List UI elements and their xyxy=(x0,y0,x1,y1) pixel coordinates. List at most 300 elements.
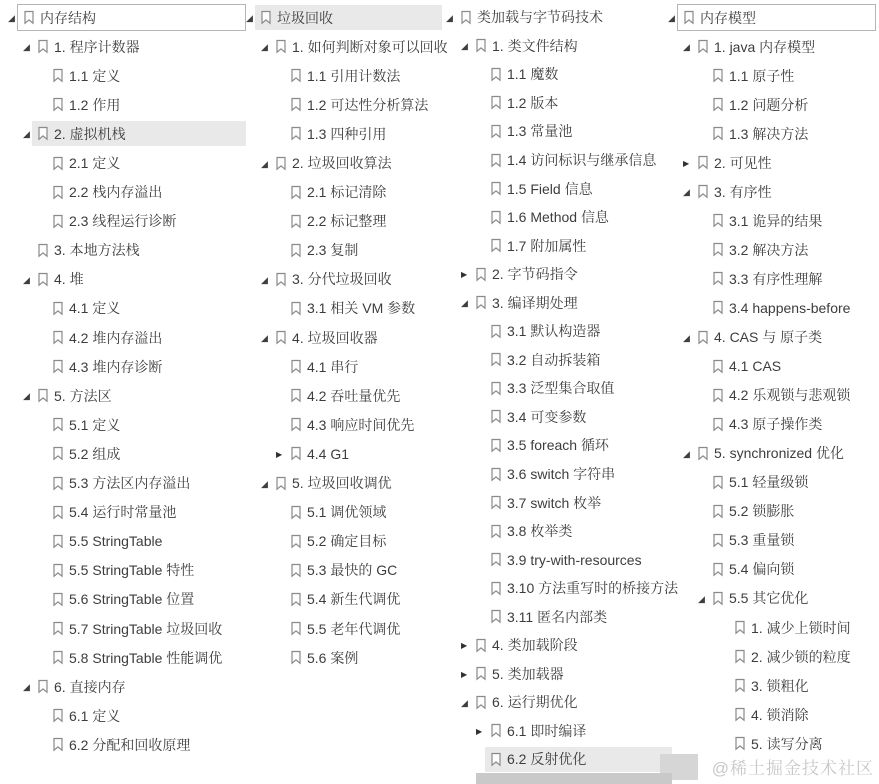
bookmark-row-body[interactable] xyxy=(485,519,672,544)
bookmark-item[interactable] xyxy=(246,352,442,381)
bookmark-row-body[interactable] xyxy=(692,150,876,175)
bookmark-row-body[interactable] xyxy=(470,290,672,315)
bookmark-item[interactable] xyxy=(246,148,442,177)
bookmark-label: 2.2 标记整理 xyxy=(307,213,387,230)
bookmark-item[interactable] xyxy=(8,439,246,468)
bookmark-row-body[interactable] xyxy=(285,500,442,525)
bookmark-item[interactable] xyxy=(246,439,442,468)
bookmark-item[interactable] xyxy=(246,498,442,527)
bookmark-item[interactable] xyxy=(8,90,246,119)
bookmark-label: 1.1 原子性 xyxy=(729,67,795,84)
bookmark-row-body[interactable] xyxy=(270,325,442,350)
bookmark-label: 3. 有序性 xyxy=(714,183,772,200)
watermark: @稀土掘金技术社区 xyxy=(711,759,874,778)
bookmark-item[interactable] xyxy=(8,236,246,265)
bookmark-row-body[interactable] xyxy=(47,63,246,88)
triangle-expanded-icon[interactable]: ◢ xyxy=(461,41,468,52)
bookmark-row-body[interactable] xyxy=(47,354,246,379)
bookmark-item[interactable] xyxy=(8,265,246,294)
horizontal-scrollbar-thumb[interactable] xyxy=(476,773,672,784)
bookmark-row-body[interactable] xyxy=(470,33,672,58)
bookmark-item[interactable] xyxy=(246,381,442,410)
bookmark-row-body[interactable] xyxy=(285,412,442,437)
bookmark-label: 3.7 switch 枚举 xyxy=(507,494,602,511)
bookmark-item[interactable] xyxy=(446,545,672,574)
bookmark-row-body[interactable] xyxy=(485,404,672,429)
bookmark-item[interactable] xyxy=(668,468,876,497)
bookmark-row-body[interactable] xyxy=(707,208,876,233)
bookmark-row-body[interactable] xyxy=(485,604,672,629)
bookmark-row-body[interactable] xyxy=(270,471,442,496)
triangle-expanded-icon[interactable]: ◢ xyxy=(23,682,30,693)
bookmark-label: 4. 垃圾回收器 xyxy=(292,329,378,346)
bookmark-row-body[interactable] xyxy=(32,121,246,146)
triangle-collapsed-icon[interactable]: ▶ xyxy=(683,158,690,168)
bookmark-item[interactable] xyxy=(446,346,672,375)
triangle-expanded-icon[interactable]: ◢ xyxy=(446,12,453,23)
bookmark-row-body[interactable] xyxy=(485,490,672,515)
bookmark-item[interactable] xyxy=(668,90,876,119)
bookmark-row-body[interactable] xyxy=(270,267,442,292)
bookmark-item[interactable] xyxy=(668,61,876,90)
bookmark-item[interactable] xyxy=(8,3,246,32)
bookmark-item[interactable] xyxy=(668,671,876,700)
bookmark-item[interactable] xyxy=(668,526,876,555)
bookmark-item[interactable] xyxy=(446,431,672,460)
bookmark-label: 5.5 老年代调优 xyxy=(307,620,401,637)
triangle-expanded-icon[interactable]: ◢ xyxy=(23,274,30,285)
bookmark-icon xyxy=(490,409,502,424)
bookmark-icon xyxy=(712,388,724,403)
bookmark-item[interactable] xyxy=(668,235,876,264)
bookmark-item[interactable] xyxy=(446,631,672,660)
bookmark-item[interactable] xyxy=(8,614,246,643)
bookmark-item[interactable] xyxy=(446,231,672,260)
bookmark-item[interactable] xyxy=(8,527,246,556)
bookmark-item[interactable] xyxy=(8,701,246,730)
bookmark-icon xyxy=(275,330,287,345)
bookmark-icon xyxy=(712,533,724,548)
bookmark-label: 3.5 foreach 循环 xyxy=(507,437,609,454)
bookmark-item[interactable] xyxy=(668,613,876,642)
bookmark-item[interactable] xyxy=(446,288,672,317)
bookmark-label: 1. 如何判断对象可以回收 xyxy=(292,38,448,55)
bookmark-label: 3. 本地方法栈 xyxy=(54,242,140,259)
bookmark-row-body[interactable] xyxy=(47,325,246,350)
bookmark-item[interactable] xyxy=(8,381,246,410)
bookmark-row-body[interactable] xyxy=(485,319,672,344)
bookmark-item[interactable] xyxy=(446,174,672,203)
bookmark-icon xyxy=(37,272,49,287)
bookmark-label: 3.1 诡异的结果 xyxy=(729,212,823,229)
bookmark-item[interactable] xyxy=(668,3,876,32)
bookmark-item[interactable] xyxy=(246,614,442,643)
bookmark-item[interactable] xyxy=(8,643,246,672)
bookmark-item[interactable] xyxy=(446,32,672,61)
bookmark-row-body[interactable] xyxy=(707,354,876,379)
bookmark-label: 5. 方法区 xyxy=(54,387,112,404)
bookmark-label: 6. 直接内存 xyxy=(54,678,126,695)
bookmark-row-body[interactable] xyxy=(485,376,672,401)
bookmark-row-body[interactable] xyxy=(485,233,672,258)
bookmark-row-body[interactable] xyxy=(485,547,672,572)
bookmark-item[interactable] xyxy=(668,410,876,439)
triangle-expanded-icon[interactable]: ◢ xyxy=(261,42,268,53)
bookmark-item[interactable] xyxy=(246,469,442,498)
bookmark-row-body[interactable] xyxy=(285,441,442,466)
bookmark-row-body[interactable] xyxy=(707,383,876,408)
triangle-expanded-icon[interactable]: ◢ xyxy=(23,391,30,402)
bookmark-row-body[interactable] xyxy=(47,558,246,583)
triangle-expanded-icon[interactable]: ◢ xyxy=(698,593,705,604)
bookmark-label: 3.9 try-with-resources xyxy=(507,551,642,568)
bookmark-row-body[interactable] xyxy=(47,92,246,117)
bookmark-row-body[interactable] xyxy=(707,499,876,524)
bookmark-icon xyxy=(734,678,746,693)
bookmarks-panel-memory-structure xyxy=(8,3,246,759)
triangle-expanded-icon[interactable]: ◢ xyxy=(23,42,30,53)
bookmark-item[interactable] xyxy=(668,206,876,235)
bookmark-row-body[interactable] xyxy=(707,586,876,611)
bookmark-row-body[interactable] xyxy=(455,5,672,30)
bookmark-icon xyxy=(290,650,302,665)
bookmark-row-body[interactable] xyxy=(47,441,246,466)
bookmark-row-body[interactable] xyxy=(47,616,246,641)
bookmark-item[interactable] xyxy=(446,517,672,546)
bookmark-row-body[interactable] xyxy=(285,354,442,379)
bookmark-item[interactable] xyxy=(668,700,876,729)
bookmark-item[interactable] xyxy=(668,555,876,584)
bookmarks-panel-memory-model xyxy=(668,3,876,758)
triangle-expanded-icon[interactable]: ◢ xyxy=(683,332,690,343)
bookmark-item[interactable] xyxy=(8,730,246,759)
bookmark-item[interactable] xyxy=(8,672,246,701)
bookmark-row-body[interactable] xyxy=(729,673,876,698)
bookmark-row-body[interactable] xyxy=(270,34,448,59)
triangle-expanded-icon[interactable]: ◢ xyxy=(683,42,690,53)
bookmark-row-body[interactable] xyxy=(485,176,672,201)
bookmark-label: 3.1 相关 VM 参数 xyxy=(307,300,416,317)
bookmark-item[interactable] xyxy=(446,460,672,489)
bookmark-label: 3.6 switch 字符串 xyxy=(507,466,616,483)
triangle-expanded-icon[interactable]: ◢ xyxy=(683,187,690,198)
bookmark-label: 5.4 运行时常量池 xyxy=(69,504,177,521)
bookmark-icon xyxy=(275,39,287,54)
bookmark-row-body[interactable] xyxy=(17,4,246,31)
bookmark-row-body[interactable] xyxy=(485,90,672,115)
triangle-expanded-icon[interactable]: ◢ xyxy=(23,129,30,140)
bookmark-item[interactable] xyxy=(8,498,246,527)
bookmark-row-body[interactable] xyxy=(32,238,246,263)
bookmark-label: 4. 堆 xyxy=(54,271,84,288)
bookmark-item[interactable] xyxy=(446,488,672,517)
bookmark-icon xyxy=(490,352,502,367)
bookmark-icon xyxy=(712,68,724,83)
bookmark-row-body[interactable] xyxy=(32,34,246,59)
bookmark-row-body[interactable] xyxy=(485,119,672,144)
bookmark-item[interactable] xyxy=(668,584,876,613)
bookmark-row-body[interactable] xyxy=(285,180,442,205)
bookmark-icon xyxy=(37,126,49,141)
bookmark-row-body[interactable] xyxy=(285,587,442,612)
bookmark-item[interactable] xyxy=(246,323,442,352)
bookmark-item[interactable] xyxy=(668,264,876,293)
bookmark-row-body[interactable] xyxy=(707,295,876,320)
bookmark-item[interactable] xyxy=(246,3,442,32)
bookmark-label: 3.3 泛型集合取值 xyxy=(507,380,615,397)
bookmark-item[interactable] xyxy=(446,89,672,118)
bookmark-row-body[interactable] xyxy=(729,615,876,640)
triangle-collapsed-icon[interactable]: ▶ xyxy=(461,669,468,679)
bookmark-item[interactable] xyxy=(246,585,442,614)
bookmark-row-body[interactable] xyxy=(707,121,876,146)
triangle-collapsed-icon[interactable]: ▶ xyxy=(276,449,283,459)
bookmark-label: 4.3 堆内存诊断 xyxy=(69,358,163,375)
bookmark-row-body[interactable] xyxy=(285,92,442,117)
bookmark-item[interactable] xyxy=(8,410,246,439)
bookmark-row-body[interactable] xyxy=(47,296,246,321)
bookmark-icon xyxy=(23,10,35,25)
bookmark-item[interactable] xyxy=(668,381,876,410)
bookmark-icon xyxy=(475,695,487,710)
bookmark-label: 2. 字节码指令 xyxy=(492,266,578,283)
bookmark-row-body[interactable] xyxy=(485,205,672,230)
bookmark-row-body[interactable] xyxy=(707,528,876,553)
bookmark-item[interactable] xyxy=(246,265,442,294)
bookmark-row-body[interactable] xyxy=(485,576,679,601)
bookmark-item[interactable] xyxy=(446,403,672,432)
bookmark-label: 5.2 锁膨胀 xyxy=(729,503,795,520)
bookmark-label: 3.1 默认构造器 xyxy=(507,323,601,340)
bookmark-row-body[interactable] xyxy=(707,470,876,495)
triangle-expanded-icon[interactable]: ◢ xyxy=(261,478,268,489)
bookmark-row-body[interactable] xyxy=(285,645,442,670)
bookmark-icon xyxy=(697,330,709,345)
bookmark-row-body[interactable] xyxy=(707,412,876,437)
bookmark-icon xyxy=(734,620,746,635)
bookmark-item[interactable] xyxy=(246,236,442,265)
bookmark-row-body[interactable] xyxy=(677,4,876,31)
bookmark-item[interactable] xyxy=(246,207,442,236)
bookmark-item[interactable] xyxy=(8,556,246,585)
bookmark-item[interactable] xyxy=(446,660,672,689)
bookmark-item[interactable] xyxy=(8,61,246,90)
bookmark-item[interactable] xyxy=(446,146,672,175)
bookmark-row-body[interactable] xyxy=(707,237,876,262)
bookmark-icon xyxy=(490,495,502,510)
bookmark-row-body[interactable] xyxy=(285,209,442,234)
bookmark-item[interactable] xyxy=(668,497,876,526)
bookmark-icon xyxy=(290,126,302,141)
bookmark-item[interactable] xyxy=(246,119,442,148)
triangle-expanded-icon[interactable]: ◢ xyxy=(683,448,690,459)
bookmark-icon xyxy=(37,243,49,258)
bookmark-icon xyxy=(290,68,302,83)
bookmark-label: 1.2 版本 xyxy=(507,94,559,111)
bookmark-item[interactable] xyxy=(446,374,672,403)
bookmark-row-body[interactable] xyxy=(47,645,246,670)
bookmark-item[interactable] xyxy=(8,207,246,236)
bookmark-label: 5.6 StringTable 位置 xyxy=(69,591,195,608)
bookmark-row-body[interactable] xyxy=(485,148,672,173)
bookmark-item[interactable] xyxy=(246,61,442,90)
bookmark-item[interactable] xyxy=(446,203,672,232)
bookmark-row-body[interactable] xyxy=(285,121,442,146)
bookmark-label: 1.3 四种引用 xyxy=(307,125,387,142)
bookmark-item[interactable] xyxy=(246,294,442,323)
bookmark-icon xyxy=(52,534,64,549)
triangle-expanded-icon[interactable]: ◢ xyxy=(8,13,15,24)
bookmark-item[interactable] xyxy=(446,688,672,717)
bookmark-item[interactable] xyxy=(8,585,246,614)
bookmark-item[interactable] xyxy=(668,119,876,148)
bookmark-row-body[interactable] xyxy=(692,179,876,204)
bookmark-label: 4.3 响应时间优先 xyxy=(307,416,415,433)
bookmark-item[interactable] xyxy=(246,556,442,585)
bookmark-row-body[interactable] xyxy=(47,180,246,205)
bookmark-row-body[interactable] xyxy=(707,557,876,582)
bookmark-row-body[interactable] xyxy=(270,151,442,176)
bookmark-item[interactable] xyxy=(8,32,246,61)
bookmark-row-body[interactable] xyxy=(47,587,246,612)
bookmark-item[interactable] xyxy=(446,602,672,631)
triangle-expanded-icon[interactable]: ◢ xyxy=(261,158,268,169)
triangle-collapsed-icon[interactable]: ▶ xyxy=(461,270,468,280)
bookmark-row-body[interactable] xyxy=(285,383,442,408)
bookmark-label: 5. synchronized 优化 xyxy=(714,445,844,462)
bookmark-row-body[interactable] xyxy=(692,34,876,59)
bookmark-row-body[interactable] xyxy=(729,731,876,756)
bookmark-icon xyxy=(52,330,64,345)
bookmark-row-body[interactable] xyxy=(485,433,672,458)
triangle-expanded-icon[interactable]: ◢ xyxy=(461,697,468,708)
bookmark-item[interactable] xyxy=(668,148,876,177)
bookmark-item[interactable] xyxy=(8,119,246,148)
bookmark-row-body[interactable] xyxy=(285,238,442,263)
bookmark-item[interactable] xyxy=(668,32,876,61)
bookmark-icon xyxy=(712,359,724,374)
bookmark-row-body[interactable] xyxy=(47,529,246,554)
bookmark-row-body[interactable] xyxy=(47,732,246,757)
bookmark-row-body[interactable] xyxy=(470,633,672,658)
triangle-expanded-icon[interactable]: ◢ xyxy=(261,274,268,285)
bookmark-row-body[interactable] xyxy=(47,151,246,176)
bookmark-icon xyxy=(52,476,64,491)
bookmark-row-body[interactable] xyxy=(47,209,246,234)
bookmark-row-body[interactable] xyxy=(32,267,246,292)
bookmark-row-body[interactable] xyxy=(707,266,876,291)
bookmark-item[interactable] xyxy=(8,323,246,352)
bookmark-item[interactable] xyxy=(246,527,442,556)
bookmark-item[interactable] xyxy=(446,3,672,32)
bookmark-item[interactable] xyxy=(246,410,442,439)
bookmark-row-body[interactable] xyxy=(729,702,876,727)
bookmark-item[interactable] xyxy=(668,439,876,468)
bookmark-label: 2. 垃圾回收算法 xyxy=(292,155,392,172)
bookmark-row-body[interactable] xyxy=(485,462,672,487)
bookmark-item[interactable] xyxy=(668,642,876,671)
triangle-expanded-icon[interactable]: ◢ xyxy=(246,13,253,24)
bookmark-item[interactable] xyxy=(8,178,246,207)
bookmark-item[interactable] xyxy=(446,260,672,289)
bookmark-item[interactable] xyxy=(446,717,672,746)
bookmark-row-body[interactable] xyxy=(47,412,246,437)
bookmark-label: 4. CAS 与 原子类 xyxy=(714,329,823,346)
bookmark-row-body[interactable] xyxy=(47,703,246,728)
bookmark-item[interactable] xyxy=(668,352,876,381)
bookmark-row-body[interactable] xyxy=(285,296,442,321)
bookmark-item[interactable] xyxy=(246,90,442,119)
bookmark-icon xyxy=(683,10,695,25)
bookmark-item[interactable] xyxy=(446,117,672,146)
bookmark-row-body[interactable] xyxy=(729,644,876,669)
bookmark-item[interactable] xyxy=(8,469,246,498)
bookmark-row-body[interactable] xyxy=(470,690,672,715)
bookmark-row-body[interactable] xyxy=(285,529,442,554)
bookmark-icon xyxy=(490,524,502,539)
bookmark-row-body[interactable] xyxy=(470,661,672,686)
triangle-expanded-icon[interactable]: ◢ xyxy=(261,333,268,344)
bookmark-icon xyxy=(52,68,64,83)
bookmark-row-body[interactable] xyxy=(255,5,442,30)
bookmark-item[interactable] xyxy=(446,745,672,774)
bookmark-item[interactable] xyxy=(246,32,448,61)
triangle-collapsed-icon[interactable]: ▶ xyxy=(476,726,483,736)
bookmark-row-body[interactable] xyxy=(47,500,246,525)
bookmark-row-body[interactable] xyxy=(285,616,442,641)
bookmark-item[interactable] xyxy=(446,574,679,603)
bookmark-item[interactable] xyxy=(668,323,876,352)
bookmark-icon xyxy=(290,359,302,374)
bookmark-icon xyxy=(712,475,724,490)
bookmark-row-body[interactable] xyxy=(285,558,442,583)
triangle-expanded-icon[interactable]: ◢ xyxy=(668,13,675,24)
bookmark-row-body[interactable] xyxy=(485,718,672,743)
bookmark-row-body[interactable] xyxy=(485,347,672,372)
bookmark-row-body[interactable] xyxy=(47,471,246,496)
bookmarks-panel-garbage-collection xyxy=(246,3,448,672)
bookmark-row-body[interactable] xyxy=(692,441,876,466)
bookmark-row-body[interactable] xyxy=(692,325,876,350)
bookmark-item[interactable] xyxy=(668,177,876,206)
bookmark-label: 2.3 复制 xyxy=(307,242,359,259)
bookmark-item[interactable] xyxy=(8,294,246,323)
bookmark-item[interactable] xyxy=(446,317,672,346)
bookmark-row-body[interactable] xyxy=(707,92,876,117)
bookmark-item[interactable] xyxy=(8,148,246,177)
bookmark-icon xyxy=(275,272,287,287)
bookmark-item[interactable] xyxy=(8,352,246,381)
triangle-expanded-icon[interactable]: ◢ xyxy=(461,298,468,309)
bookmark-icon xyxy=(37,388,49,403)
bookmark-row-body[interactable] xyxy=(485,62,672,87)
bookmark-row-body[interactable] xyxy=(32,674,246,699)
bookmark-label: 5.2 确定目标 xyxy=(307,533,387,550)
bookmark-item[interactable] xyxy=(246,178,442,207)
bookmark-label: 4.1 定义 xyxy=(69,300,121,317)
bookmark-icon xyxy=(490,153,502,168)
triangle-collapsed-icon[interactable]: ▶ xyxy=(461,641,468,651)
bookmark-row-body[interactable] xyxy=(470,262,672,287)
bookmark-item[interactable] xyxy=(446,60,672,89)
bookmark-icon xyxy=(712,591,724,606)
bookmark-row-body[interactable] xyxy=(485,747,672,772)
bookmark-row-body[interactable] xyxy=(32,383,246,408)
bookmark-item[interactable] xyxy=(668,293,876,322)
bookmark-row-body[interactable] xyxy=(285,63,442,88)
bookmark-row-body[interactable] xyxy=(707,63,876,88)
bookmark-item[interactable] xyxy=(246,643,442,672)
